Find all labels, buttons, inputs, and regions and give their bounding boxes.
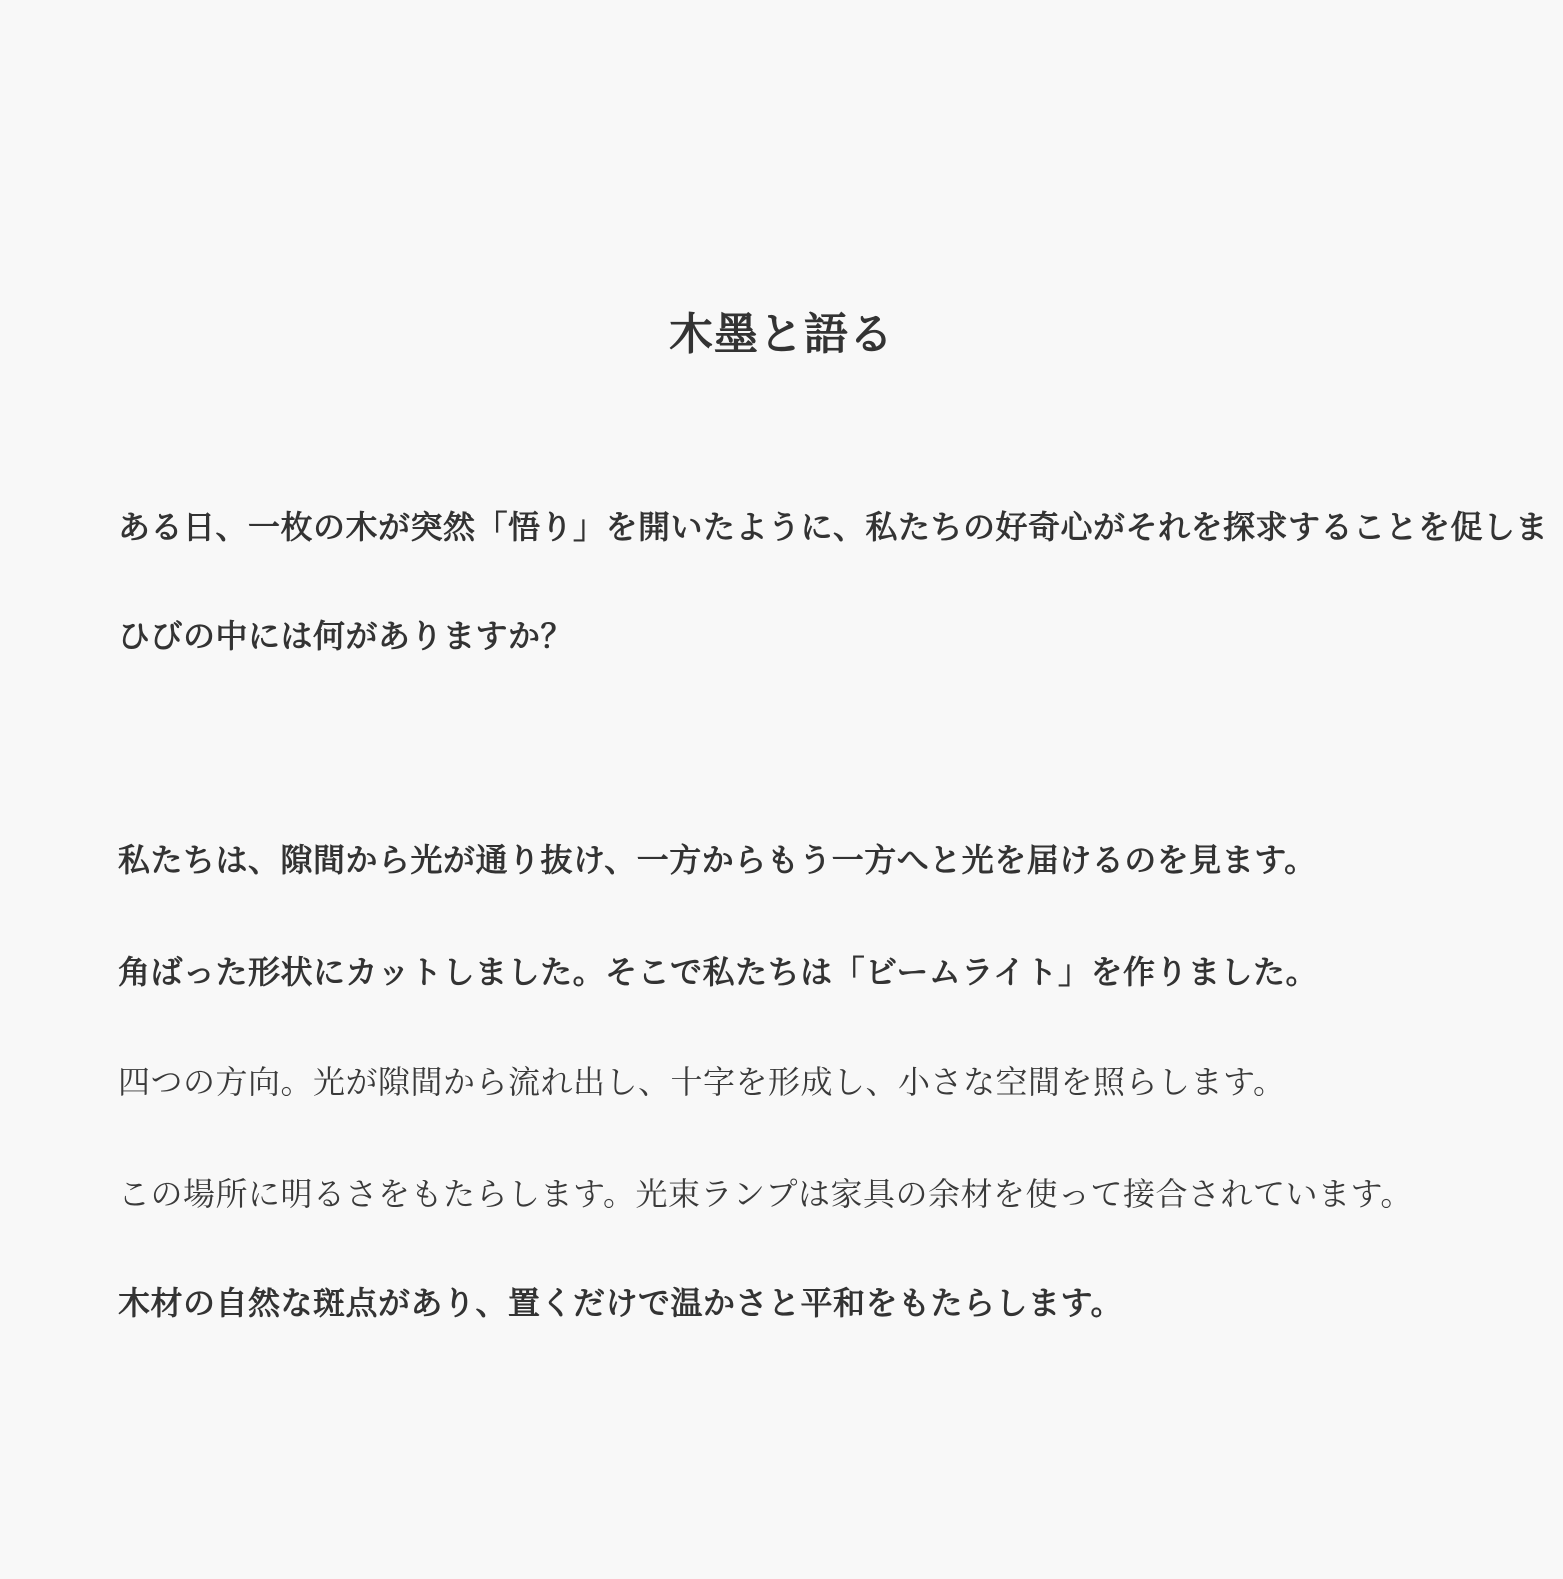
paragraph-line: 四つの方向。光が隙間から流れ出し、十字を形成し、小さな空間を照らします。	[118, 1063, 1286, 1101]
page-title: 木墨と語る	[669, 309, 894, 361]
paragraph-line: ある日、一枚の木が突然「悟り」を開いたように、私たちの好奇心がそれを探求することを促しま	[118, 508, 1549, 546]
paragraph-line: この場所に明るさをもたらします。光束ランプは家具の余材を使って接合されています。	[118, 1175, 1413, 1213]
paragraph-line: 木材の自然な斑点があり、置くだけで温かさと平和をもたらします。	[118, 1284, 1123, 1322]
paragraph-line: ひびの中には何がありますか？	[118, 617, 574, 655]
paragraph-line: 私たちは、隙間から光が通り抜け、一方からもう一方へと光を届けるのを見ます。	[118, 841, 1317, 879]
paragraph-line: 角ばった形状にカットしました。そこで私たちは「ビームライト」を作りました。	[118, 953, 1318, 991]
